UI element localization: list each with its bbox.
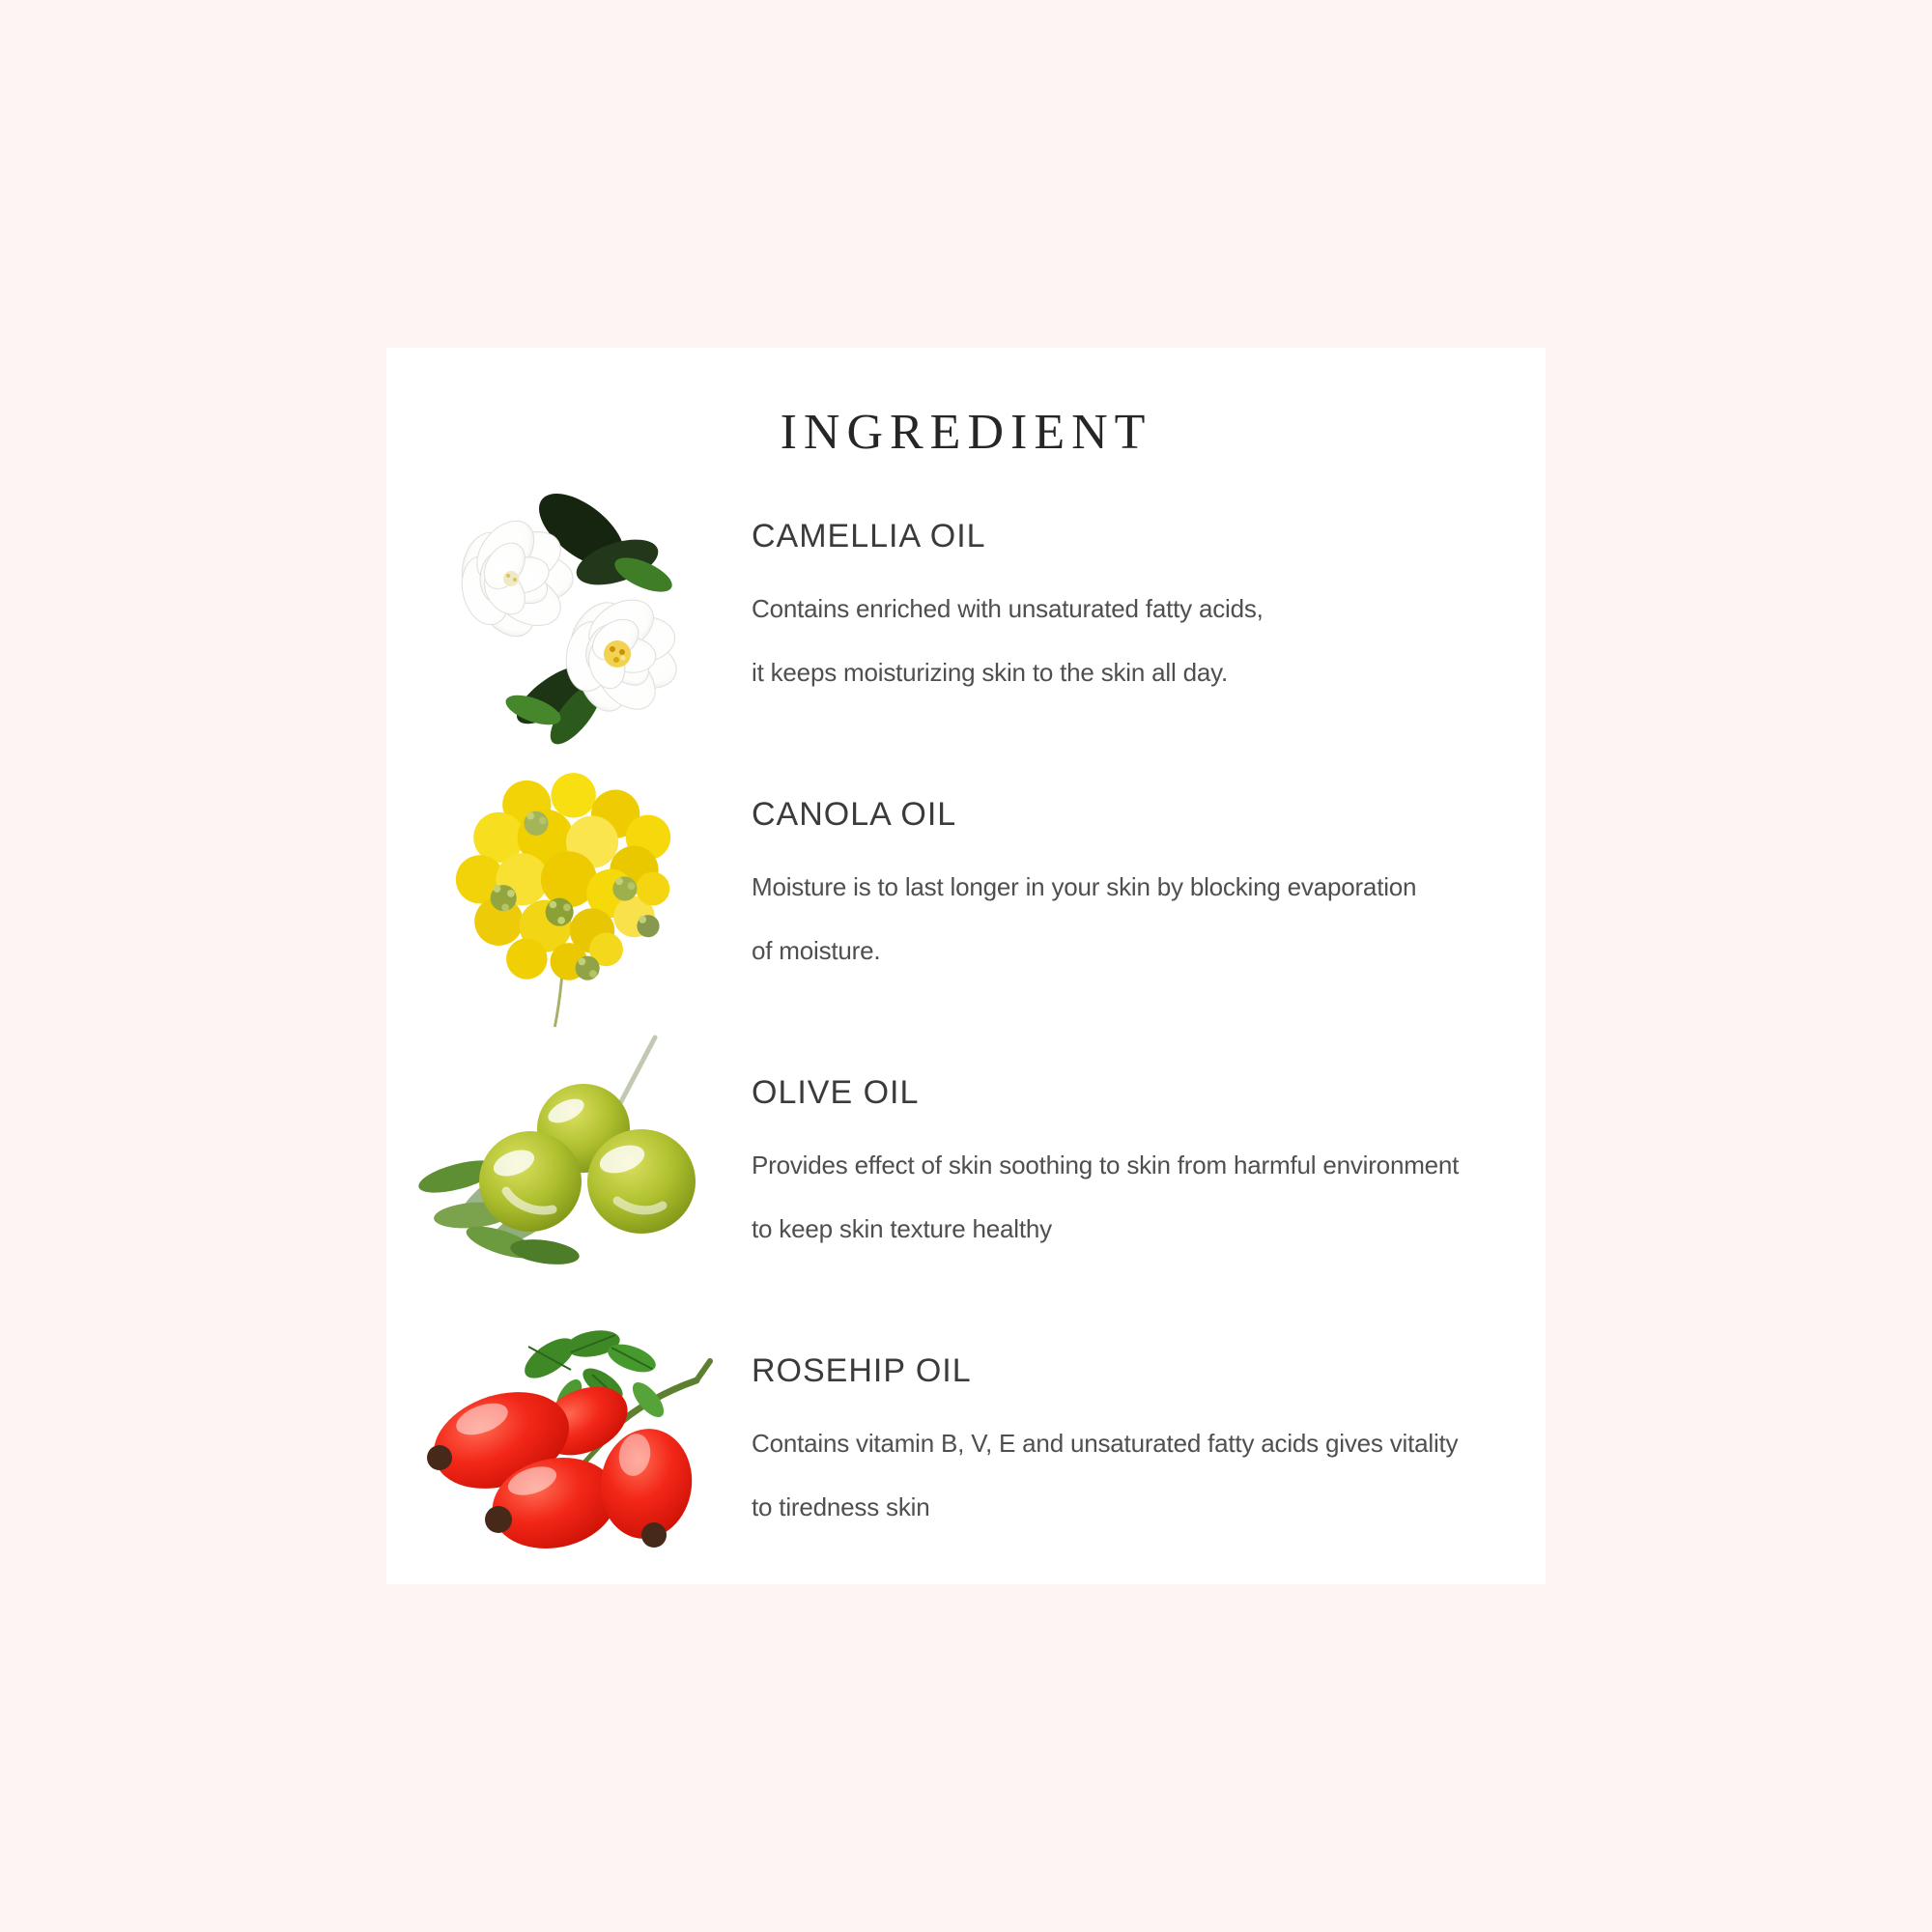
ingredient-description: Contains vitamin B, V, E and unsaturated fatty acids gives vitality to tiredness skin — [752, 1428, 1459, 1521]
ingredient-name: OLIVE OIL — [752, 1073, 920, 1111]
ingredient-name: CANOLA OIL — [752, 795, 957, 833]
olive-text — [742, 1074, 1546, 1261]
ingredient-name: ROSEHIP OIL — [752, 1351, 972, 1389]
page-title: INGREDIENT — [780, 405, 1152, 460]
canola-image-box — [386, 749, 742, 1029]
ingredient-row-canola — [386, 750, 1546, 1028]
ingredient-card — [386, 348, 1546, 1584]
camellia-image-box — [386, 470, 742, 751]
canola-text — [742, 796, 1546, 982]
camellia-flowers-icon — [405, 470, 724, 751]
camellia-text — [742, 518, 1546, 704]
ingredient-row-olive — [386, 1028, 1546, 1306]
ingredient-row-rosehip — [386, 1306, 1546, 1584]
rosehip-text — [742, 1352, 1546, 1539]
ingredient-name: CAMELLIA OIL — [752, 517, 986, 554]
ingredient-description: Moisture is to last longer in your skin by blocking evaporation of moisture. — [752, 871, 1417, 965]
ingredient-description: Contains enriched with unsaturated fatty acids, it keeps moisturizing skin to the skin all day. — [752, 593, 1264, 687]
olives-icon — [400, 1032, 728, 1302]
ingredient-description: Provides effect of skin soothing to skin from harmful environment to keep skin texture healthy — [752, 1150, 1460, 1243]
rosehip-berries-icon — [405, 1305, 724, 1585]
olive-image-box — [386, 1032, 742, 1302]
canola-flowers-icon — [405, 749, 724, 1029]
ingredient-row-camellia — [386, 471, 1546, 750]
ingredient-list — [386, 471, 1546, 1584]
rosehip-image-box — [386, 1305, 742, 1585]
